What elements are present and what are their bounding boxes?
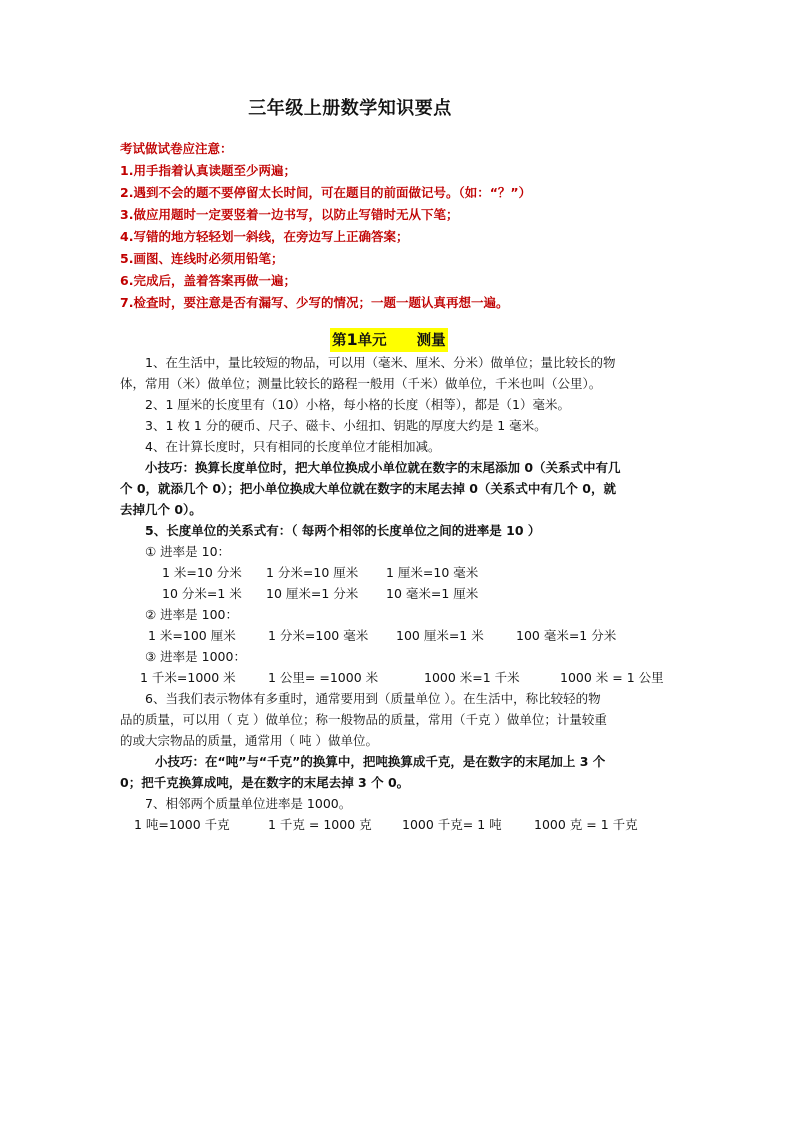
unit-suffix: 单元	[357, 333, 387, 349]
unit-name: 测量	[416, 333, 446, 349]
exam-notes	[120, 138, 720, 314]
tip-1-line-1: 小技巧：换算长度单位时，把大单位换成小单位就在数字的末尾添加 0（关系式中有几	[145, 460, 621, 475]
paragraph-6-line-2: 品的质量，可以用（ 克 ）做单位；称一般物品的质量，常用（千克 ）做单位；计量较重	[120, 712, 607, 727]
note-item: 5.画图、连线时必须用铅笔；	[120, 251, 284, 266]
paragraph-2: 2、1 厘米的长度里有（10）小格，每小格的长度（相等），都是（1）毫米。	[145, 397, 570, 412]
conversion: 10 厘米=1 分米	[266, 586, 359, 601]
conversion: 1000 米 = 1 公里	[560, 670, 664, 685]
tip-2-line-1: 小技巧：在“吨”与“千克”的换算中，把吨换算成千克，是在数字的末尾加上 3 个	[155, 754, 606, 769]
notes-heading: 考试做试卷应注意：	[120, 141, 233, 156]
conversion: 1 分米=100 毫米	[268, 628, 369, 643]
conversion: 10 分米=1 米	[162, 586, 242, 601]
conversion: 1 吨=1000 千克	[134, 817, 230, 832]
tip-2-line-2: 0；把千克换算成吨，是在数字的末尾去掉 3 个 0。	[120, 775, 410, 790]
conversion: 1000 千克= 1 吨	[402, 817, 502, 832]
rate-100-row	[120, 625, 680, 646]
unit-content	[120, 352, 680, 835]
conversion: 1 公里= =1000 米	[268, 670, 379, 685]
paragraph-1-line-2: 体，常用（米）做单位；测量比较长的路程一般用（千米）做单位，千米也叫（公里）。	[120, 376, 602, 391]
paragraph-6-line-3: 的或大宗物品的质量，通常用（ 吨 ）做单位。	[120, 733, 378, 748]
rate-10-label: ① 进率是 10：	[145, 544, 231, 559]
conversion: 1 米=10 分米	[162, 565, 242, 580]
mass-conversion-row	[120, 814, 680, 835]
rate-1000-label: ③ 进率是 1000：	[145, 649, 246, 664]
paragraph-3: 3、1 枚 1 分的硬币、尺子、磁卡、小纽扣、钥匙的厚度大约是 1 毫米。	[145, 418, 547, 433]
tip-1-line-3: 去掉几个 0）。	[120, 502, 202, 517]
note-item: 3.做应用题时一定要竖着一边书写，以防止写错时无从下笔；	[120, 207, 459, 222]
rate-10-row-1	[120, 562, 680, 583]
unit-prefix: 第	[332, 333, 347, 349]
conversion: 1 千克 = 1000 克	[268, 817, 372, 832]
conversion: 1 米=100 厘米	[148, 628, 236, 643]
tip-1-line-2: 个 0，就添几个 0）；把小单位换成大单位就在数字的末尾去掉 0（关系式中有几个 0，就	[120, 481, 616, 496]
conversion: 1000 米=1 千米	[424, 670, 520, 685]
conversion: 1 厘米=10 毫米	[386, 565, 479, 580]
paragraph-1-line-1: 1、在生活中，量比较短的物品，可以用（毫米、厘米、分米）做单位；量比较长的物	[145, 355, 616, 370]
conversion: 10 毫米=1 厘米	[386, 586, 479, 601]
conversion: 1 千米=1000 米	[140, 670, 236, 685]
note-item: 1.用手指着认真读题至少两遍；	[120, 163, 296, 178]
unit-heading	[330, 328, 448, 352]
paragraph-7: 7、相邻两个质量单位进率是 1000。	[145, 796, 352, 811]
conversion: 100 毫米=1 分米	[516, 628, 617, 643]
note-item: 4.写错的地方轻轻划一斜线，在旁边写上正确答案；	[120, 229, 409, 244]
note-item: 2.遇到不会的题不要停留太长时间，可在题目的前面做记号。（如：“？”）	[120, 185, 532, 200]
document-title: 三年级上册数学知识要点	[248, 98, 452, 119]
paragraph-6-line-1: 6、当我们表示物体有多重时，通常要用到（质量单位 ）。在生活中，称比较轻的物	[145, 691, 601, 706]
note-item: 7.检查时，要注意是否有漏写、少写的情况；一题一题认真再想一遍。	[120, 295, 509, 310]
unit-number: 1	[346, 330, 358, 349]
note-item: 6.完成后，盖着答案再做一遍；	[120, 273, 296, 288]
conversion: 1 分米=10 厘米	[266, 565, 359, 580]
rate-1000-row	[120, 667, 680, 688]
conversion: 100 厘米=1 米	[396, 628, 484, 643]
paragraph-5: 5、长度单位的关系式有：（ 每两个相邻的长度单位之间的进率是 10 ）	[145, 523, 541, 538]
rate-10-row-2	[120, 583, 680, 604]
conversion: 1000 克 = 1 千克	[534, 817, 638, 832]
paragraph-4: 4、在计算长度时，只有相同的长度单位才能相加减。	[145, 439, 441, 454]
rate-100-label: ② 进率是 100：	[145, 607, 239, 622]
